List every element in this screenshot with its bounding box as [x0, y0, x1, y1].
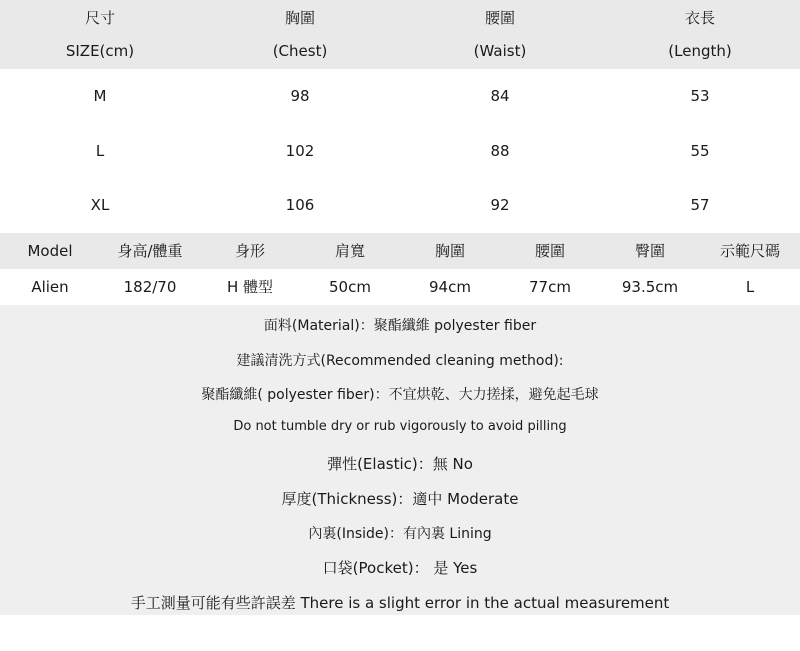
product-notes	[0, 305, 800, 615]
table-cell: L	[95, 141, 105, 160]
thickness-note: 厚度(Thickness)：適中 Moderate	[281, 489, 519, 508]
length-header-cell: 衣長	[684, 8, 715, 27]
size-header-cell: 尺寸	[84, 8, 115, 27]
table-cell: 98	[290, 87, 310, 106]
table-cell: XL	[90, 196, 110, 215]
table-cell: M	[93, 87, 107, 106]
size-header-en-row	[0, 34, 800, 68]
size-table-header	[0, 0, 800, 69]
size-header-zh-row	[0, 0, 800, 34]
table-cell: 106	[285, 196, 315, 215]
hip-header-cell: 臀圍	[634, 242, 665, 260]
table-cell: 88	[490, 141, 510, 160]
body-type-header-cell: 身形	[234, 242, 265, 260]
cleaning-note-zh: 聚酯纖維( polyester fiber)：不宜烘乾、大力搓揉，避免起毛球	[201, 386, 599, 403]
chest-header-cell: 胸圍	[284, 8, 315, 27]
size-header-en-cell: SIZE(cm)	[65, 42, 135, 60]
cleaning-note-en: Do not tumble dry or rub vigorously to avoid pilling	[233, 418, 567, 434]
inside-note: 內裏(Inside)：有內裏 Lining	[308, 525, 492, 542]
table-cell: 50cm	[329, 277, 371, 296]
waist-header-cell: 腰圍	[484, 8, 515, 27]
model-row	[0, 269, 800, 305]
measurement-note: 手工測量可能有些許誤差 There is a slight error in the actual measurement	[130, 593, 670, 612]
table-cell: L	[745, 277, 755, 296]
table-cell: H 體型	[226, 278, 274, 296]
elastic-note: 彈性(Elastic)：無 No	[327, 454, 473, 473]
size-row-l	[0, 124, 800, 179]
model-header-cell: Model	[27, 241, 73, 260]
model-table	[0, 233, 800, 305]
demo-size-header-cell: 示範尺碼	[719, 242, 780, 260]
table-cell: 182/70	[123, 277, 177, 296]
waist-header-cell: 腰圍	[534, 242, 565, 260]
chest-header-en-cell: (Chest)	[272, 42, 328, 60]
shoulder-header-cell: 肩寬	[334, 242, 365, 260]
table-cell: 102	[285, 141, 315, 160]
model-table-header	[0, 233, 800, 269]
size-table	[0, 0, 800, 233]
table-cell: 93.5cm	[621, 277, 679, 296]
table-cell: 77cm	[529, 277, 571, 296]
table-cell: 94cm	[429, 277, 471, 296]
table-cell: 92	[490, 196, 510, 215]
length-header-en-cell: (Length)	[668, 42, 732, 60]
table-cell: Alien	[31, 277, 69, 296]
table-cell: 53	[690, 87, 710, 106]
height-weight-header-cell: 身高/體重	[117, 242, 183, 260]
pocket-note: 口袋(Pocket)： 是 Yes	[322, 558, 478, 577]
table-cell: 55	[690, 141, 710, 160]
size-row-m	[0, 69, 800, 124]
size-row-xl	[0, 178, 800, 233]
chest-header-cell: 胸圍	[434, 242, 465, 260]
material-note: 面料(Material)：聚酯纖維 polyester fiber	[263, 317, 537, 334]
table-cell: 84	[490, 87, 510, 106]
cleaning-title: 建議清洗方式(Recommended cleaning method):	[236, 352, 564, 369]
waist-header-en-cell: (Waist)	[473, 42, 527, 60]
table-cell: 57	[690, 196, 710, 215]
